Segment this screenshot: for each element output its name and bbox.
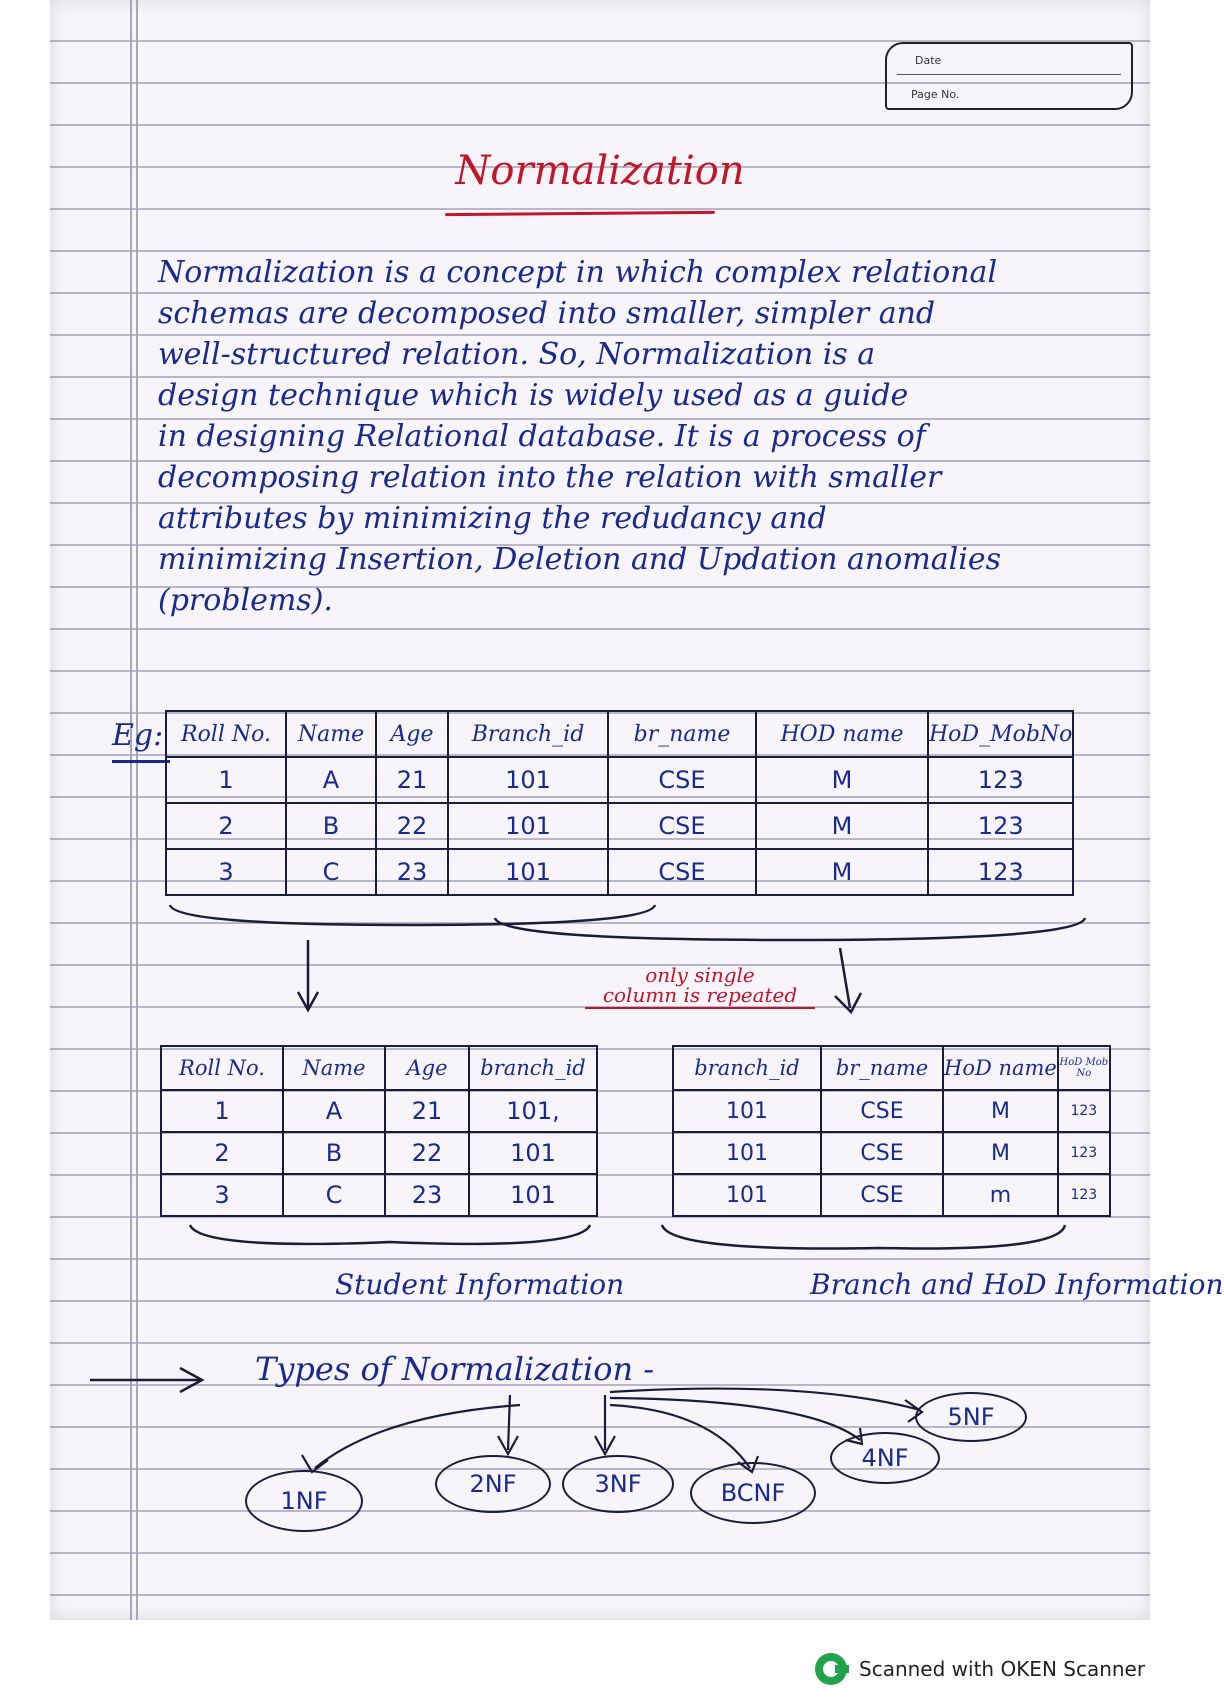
student-info-caption: Student Information bbox=[335, 1268, 625, 1301]
table-cell: C bbox=[283, 1174, 385, 1216]
table-row bbox=[161, 1132, 597, 1174]
nf-2nf: 2NF bbox=[435, 1455, 551, 1513]
table-row bbox=[673, 1132, 1110, 1174]
table-header: branch_id bbox=[469, 1046, 597, 1090]
page-title: Normalization bbox=[455, 148, 745, 194]
curve-types-to-5nf bbox=[610, 1389, 922, 1422]
table-header: Branch_id bbox=[448, 711, 608, 757]
table-cell: 101 bbox=[448, 803, 608, 849]
arrow-to-types bbox=[90, 1368, 202, 1392]
page-no-label: Page No. bbox=[911, 88, 960, 101]
table-cell: 101 bbox=[673, 1132, 821, 1174]
table-header: HoD_MobNo bbox=[928, 711, 1073, 757]
table-cell: 123 bbox=[928, 803, 1073, 849]
table-header: Age bbox=[376, 711, 448, 757]
table-cell: M bbox=[943, 1090, 1058, 1132]
table-cell: A bbox=[286, 757, 376, 803]
table-cell: M bbox=[756, 757, 928, 803]
table-header-row bbox=[673, 1046, 1110, 1090]
arrow-types-to-2nf bbox=[498, 1395, 518, 1454]
table-cell: CSE bbox=[821, 1090, 943, 1132]
scanner-watermark bbox=[815, 1652, 1145, 1686]
table-cell: CSE bbox=[821, 1174, 943, 1216]
table-cell: 2 bbox=[166, 803, 286, 849]
paragraph-line: (problems). bbox=[158, 583, 333, 618]
table-cell: 1 bbox=[161, 1090, 283, 1132]
brace-student-info bbox=[190, 1225, 590, 1244]
table-header: HoD name bbox=[943, 1046, 1058, 1090]
note-line-1: only single bbox=[645, 963, 755, 987]
table-cell: 101 bbox=[469, 1174, 597, 1216]
table-header: branch_id bbox=[673, 1046, 821, 1090]
example-label: Eg: bbox=[112, 718, 164, 753]
brace-branch-info bbox=[662, 1225, 1065, 1249]
curve-types-to-4nf bbox=[610, 1398, 862, 1444]
table-cell: B bbox=[283, 1132, 385, 1174]
table-cell: 1 bbox=[166, 757, 286, 803]
notebook-page bbox=[50, 0, 1224, 1620]
table-row bbox=[161, 1174, 597, 1216]
table-header: Roll No. bbox=[161, 1046, 283, 1090]
table-header: HoD Mob No bbox=[1058, 1046, 1110, 1090]
branch-hod-table bbox=[672, 1045, 1111, 1217]
paragraph-line: decomposing relation into the relation with smaller bbox=[158, 460, 942, 495]
table-cell: M bbox=[756, 849, 928, 895]
table-cell: CSE bbox=[608, 849, 756, 895]
paragraph-line: minimizing Insertion, Deletion and Updation anomalies bbox=[158, 542, 1001, 577]
table-header-row bbox=[161, 1046, 597, 1090]
branch-info-caption: Branch and HoD Information bbox=[810, 1268, 1224, 1301]
arrow-down-left bbox=[298, 940, 318, 1010]
table-cell: CSE bbox=[821, 1132, 943, 1174]
types-heading: Types of Normalization - bbox=[255, 1350, 655, 1388]
table-cell: 22 bbox=[376, 803, 448, 849]
table-row bbox=[161, 1090, 597, 1132]
paragraph-line: design technique which is widely used as a guide bbox=[158, 378, 909, 413]
table-cell: 3 bbox=[166, 849, 286, 895]
date-label: Date bbox=[915, 54, 942, 67]
table-cell: 22 bbox=[385, 1132, 469, 1174]
table-cell: 123 bbox=[928, 849, 1073, 895]
paragraph-line: well-structured relation. So, Normalization is a bbox=[158, 337, 876, 372]
table-header: br_name bbox=[821, 1046, 943, 1090]
table-cell: C bbox=[286, 849, 376, 895]
table-header: Name bbox=[283, 1046, 385, 1090]
table-cell: m bbox=[943, 1174, 1058, 1216]
table-cell: 101 bbox=[448, 849, 608, 895]
table-cell: 23 bbox=[376, 849, 448, 895]
nf-5nf: 5NF bbox=[915, 1392, 1027, 1442]
repeated-column-note bbox=[570, 965, 830, 1005]
table-header: Age bbox=[385, 1046, 469, 1090]
nf-1nf: 1NF bbox=[245, 1470, 363, 1532]
table-cell: 123 bbox=[928, 757, 1073, 803]
scanner-logo-icon bbox=[815, 1653, 847, 1685]
table-cell: 101 bbox=[448, 757, 608, 803]
nf-3nf: 3NF bbox=[562, 1455, 674, 1513]
table-cell: 101 bbox=[469, 1132, 597, 1174]
note-line-2: column is repeated bbox=[602, 983, 798, 1007]
table-cell: CSE bbox=[608, 803, 756, 849]
note-underline bbox=[585, 1007, 815, 1009]
table-header: HOD name bbox=[756, 711, 928, 757]
table-cell: 123 bbox=[1058, 1090, 1110, 1132]
table-cell: 101, bbox=[469, 1090, 597, 1132]
table-header: br_name bbox=[608, 711, 756, 757]
arrow-types-to-3nf bbox=[595, 1395, 615, 1454]
table-cell: 21 bbox=[376, 757, 448, 803]
paragraph-line: schemas are decomposed into smaller, simpler and bbox=[158, 296, 936, 331]
table-cell: 101 bbox=[673, 1174, 821, 1216]
table-cell: M bbox=[943, 1132, 1058, 1174]
brace-student-cols bbox=[170, 905, 655, 925]
paragraph-line: in designing Relational database. It is a process of bbox=[158, 419, 926, 454]
table-cell: 3 bbox=[161, 1174, 283, 1216]
scanner-text: Scanned with OKEN Scanner bbox=[859, 1657, 1146, 1681]
paragraph-line: attributes by minimizing the redudancy and bbox=[158, 501, 827, 536]
table-cell: M bbox=[756, 803, 928, 849]
table-header: Name bbox=[286, 711, 376, 757]
table-cell: 123 bbox=[1058, 1174, 1110, 1216]
nf-4nf: 4NF bbox=[830, 1432, 940, 1484]
arrow-down-right bbox=[835, 948, 861, 1012]
nf-bcnf: BCNF bbox=[690, 1462, 816, 1524]
table-cell: 101 bbox=[673, 1090, 821, 1132]
student-table bbox=[160, 1045, 598, 1217]
table-cell: B bbox=[286, 803, 376, 849]
table-cell: 2 bbox=[161, 1132, 283, 1174]
table-row bbox=[673, 1090, 1110, 1132]
table-row bbox=[673, 1174, 1110, 1216]
table-cell: A bbox=[283, 1090, 385, 1132]
table-cell: 23 bbox=[385, 1174, 469, 1216]
paragraph-line: Normalization is a concept in which complex relational bbox=[158, 255, 998, 290]
table-cell: CSE bbox=[608, 757, 756, 803]
table-cell: 123 bbox=[1058, 1132, 1110, 1174]
table-header: Roll No. bbox=[166, 711, 286, 757]
table-cell: 21 bbox=[385, 1090, 469, 1132]
